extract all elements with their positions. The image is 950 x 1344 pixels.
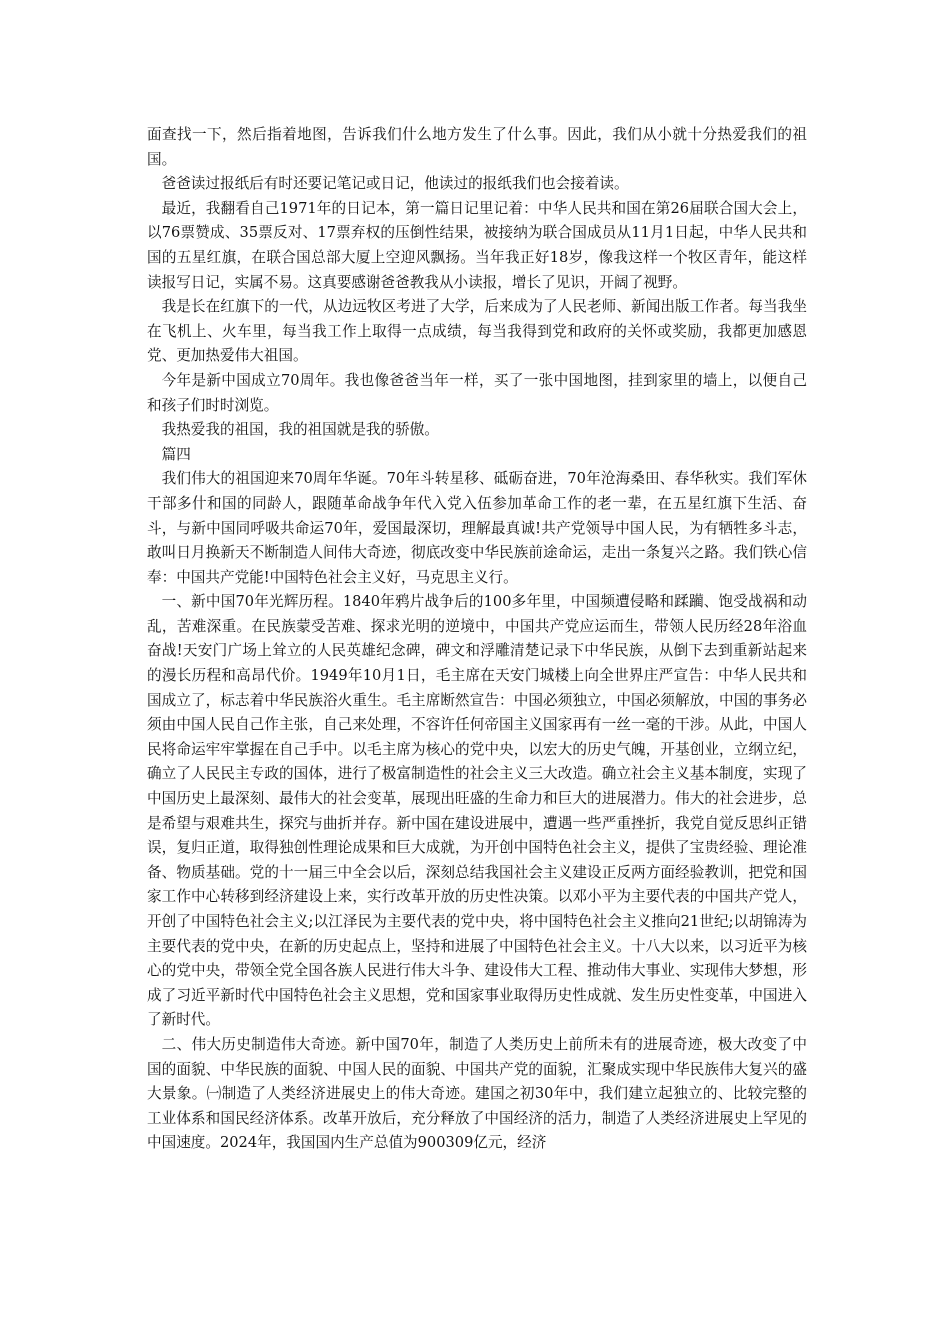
- paragraph-continuation: 面查找一下，然后指着地图，告诉我们什么地方发生了什么事。因此，我们从小就十分热爱我们的祖国。: [147, 126, 807, 168]
- paragraph-70th-anniversary-map: 今年是新中国成立70周年。我也像爸爸当年一样，买了一张中国地图，挂到家里的墙上，以便自己和孩子们时时浏览。: [147, 371, 807, 414]
- paragraph-red-flag-generation: 我是长在红旗下的一代，从边远牧区考进了大学，后来成为了人民老师、新闻出版工作者。每当我坐在飞机上、火车里，每当我工作上取得一点成绩，每当我得到党和政府的关怀或奖励，我都更加感恩党、更加热爱伟大祖国。: [147, 298, 807, 365]
- section-heading-part-four: 篇四: [161, 445, 191, 463]
- paragraph-70th-birthday: 我们伟大的祖国迎来70周年华诞。70年斗转星移、砥砺奋进，70年沧海桑田、春华秋实。我们军休干部多什和国的同龄人，跟随革命战争年代入党入伍参加革命工作的老一辈，在五星红旗下生活、奋斗，与新中国同呼吸共命运70年，爱国最深切，理解最真诚!共产党领导中国人民，为有牺牲多斗志，敢叫日月换新天不断制造人间伟大奇迹，彻底改变中华民族前途命运，走出一条复兴之路。我们铁心信奉：中国共产党能!中国特色社会主义好，马克思主义行。: [147, 470, 807, 586]
- paragraph-pride: 我热爱我的祖国，我的祖国就是我的骄傲。: [161, 421, 439, 439]
- paragraph-great-miracle: 二、伟大历史制造伟大奇迹。新中国70年，制造了人类历史上前所未有的进展奇迹，极大改变了中国的面貌、中华民族的面貌、中国人民的面貌、中国共产党的面貌，汇聚成实现中华民族伟大复兴的盛大景象。㈠制造了人类经济进展史上的伟大奇迹。建国之初30年中，我们建立起独立的、比较完整的工业体系和国民经济体系。改革开放后，充分释放了中国经济的活力，制造了人类经济进展史上罕见的中国速度。2024年，我国国内生产总值为900309亿元，经济: [147, 1035, 807, 1152]
- document-page: [147, 123, 807, 1156]
- paragraph-glorious-history: 一、新中国70年光辉历程。1840年鸦片战争后的100多年里，中国频遭侵略和蹂躏、饱受战祸和动乱，苦难深重。在民族蒙受苦难、探求光明的逆境中，中国共产党应运而生，带领人民历经28年浴血奋战!天安门广场上耸立的人民英雄纪念碑，碑文和浮雕清楚记录下中华民族，从倒下去到重新站起来的漫长历程和高昂代价。1949年10月1日，毛主席在天安门城楼上向全世界庄严宣告：中华人民共和国成立了，标志着中华民族浴火重生。毛主席断然宣告：中国必须独立，中国必须解放，中国的事务必须由中国人民自己作主张，自己来处理，不容许任何帝国主义国家再有一丝一毫的干涉。从此，中国人民将命运牢牢掌握在自己手中。以毛主席为核心的党中央，以宏大的历史气魄，开基创业，立纲立纪，确立了人民民主专政的国体，进行了极富制造性的社会主义三大改造。确立社会主义基本制度，实现了中国历史上最深刻、最伟大的社会变革，展现出旺盛的生命力和巨大的进展潜力。伟大的社会进步，总是希望与艰难共生，探究与曲折并存。新中国在建设进展中，遭遇一些严重挫折，我党自觉反思纠正错误，复归正道，取得独创性理论成果和巨大成就，为开创中国特色社会主义，提供了宝贵经验、理论准备、物质基础。党的十一届三中全会以后，深刻总结我国社会主义建设正反两方面经验教训，把党和国家工作中心转移到经济建设上来，实行改革开放的历史性决策。以邓小平为主要代表的中国共产党人，开创了中国特色社会主义;以江泽民为主要代表的党中央，将中国特色社会主义推向21世纪;以胡锦涛为主要代表的党中央，在新的历史起点上，坚持和进展了中国特色社会主义。十八大以来，以习近平为核心的党中央，带领全党全国各族人民进行伟大斗争、建设伟大工程、推动伟大事业、实现伟大梦想，形成了习近平新时代中国特色社会主义思想，党和国家事业取得历史性成就、发生历史性变革，中国进入了新时代。: [147, 593, 807, 1029]
- paragraph-newspaper-notes: 爸爸读过报纸后有时还要记笔记或日记，他读过的报纸我们也会接着读。: [161, 175, 629, 193]
- paragraph-diary-1971: 最近，我翻看自己1971年的日记本，第一篇日记里记着：中华人民共和国在第26届联合国大会上，以76票赞成、35票反对、17票弃权的压倒性结果，被接纳为联合国成员从11月1日起，中华人民共和国的五星红旗，在联合国总部大厦上空迎风飘扬。当年我正好18岁，像我这样一个牧区青年，能这样读报写日记，实属不易。这真要感谢爸爸教我从小读报，增长了见识，开阔了视野。: [147, 199, 807, 291]
